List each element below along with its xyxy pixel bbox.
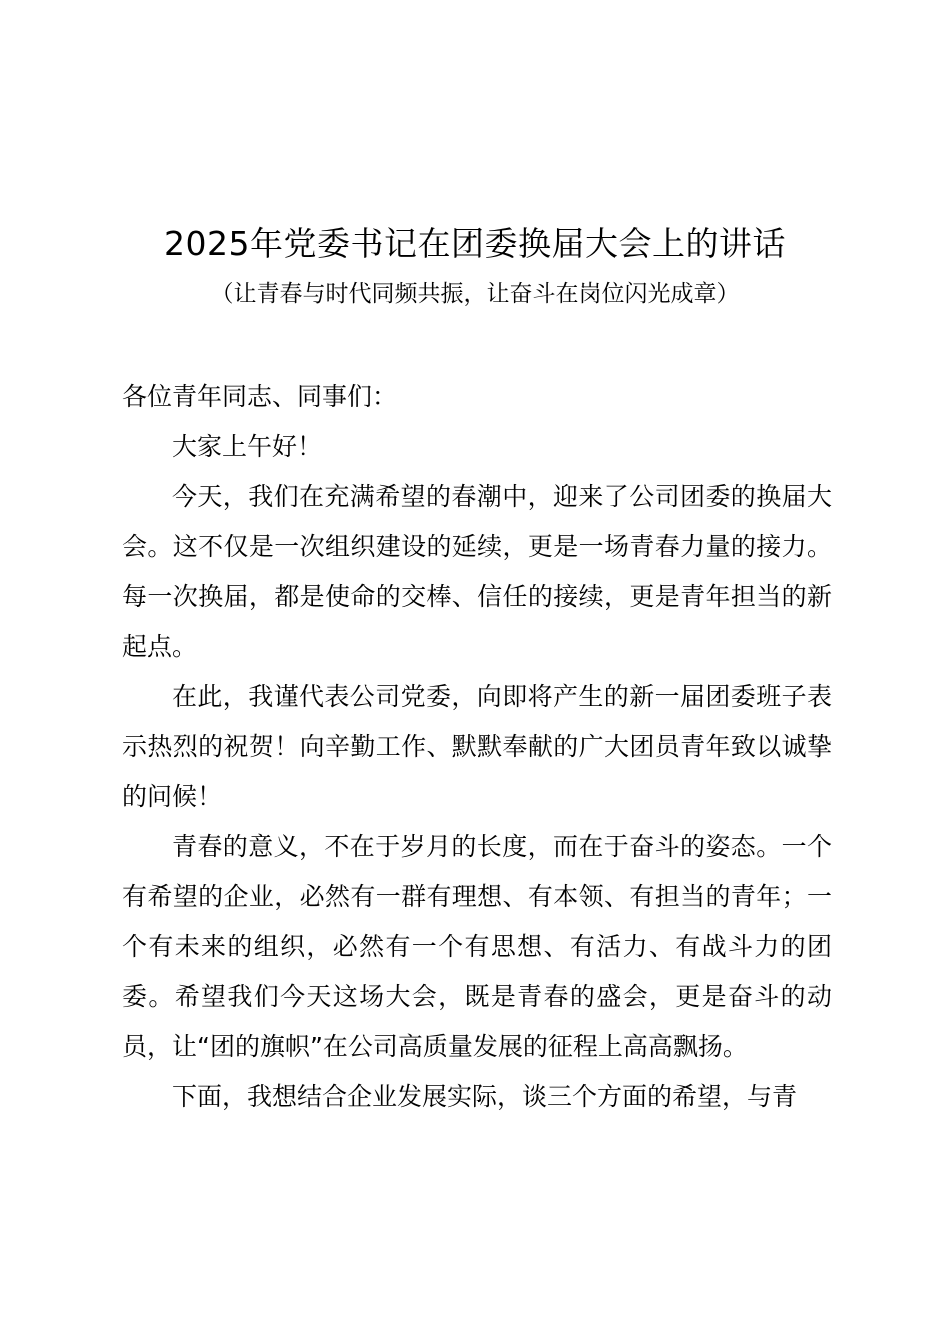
document-title: 2025年党委书记在团委换届大会上的讲话 [164,224,786,263]
paragraph-greeting: 大家上午好！ [172,432,323,461]
paragraph: 下面，我想结合企业发展实际，谈三个方面的希望，与青 [172,1082,798,1111]
document-subtitle: （让青春与时代同频共振，让奋斗在岗位闪光成章） [210,281,740,307]
salutation: 各位青年同志、同事们： [122,382,398,411]
paragraph: 在此，我谨代表公司党委，向即将产生的新一届团委班子表示热烈的祝贺！向辛勤工作、默默奉献的广大团员青年致以诚挚的问候！ [122,682,832,811]
document-body [122,372,832,1122]
paragraph: 今天，我们在充满希望的春潮中，迎来了公司团委的换届大会。这不仅是一次组织建设的延续，更是一场青春力量的接力。每一次换届，都是使命的交棒、信任的接续，更是青年担当的新起点。 [122,482,832,661]
paragraph: 青春的意义，不在于岁月的长度，而在于奋斗的姿态。一个有希望的企业，必然有一群有理想、有本领、有担当的青年；一个有未来的组织，必然有一个有思想、有活力、有战斗力的团委。希望我们今天这场大会，既是青春的盛会，更是奋斗的动员，让“团的旗帜”在公司高质量发展的征程上高高飘扬。 [122,832,832,1061]
